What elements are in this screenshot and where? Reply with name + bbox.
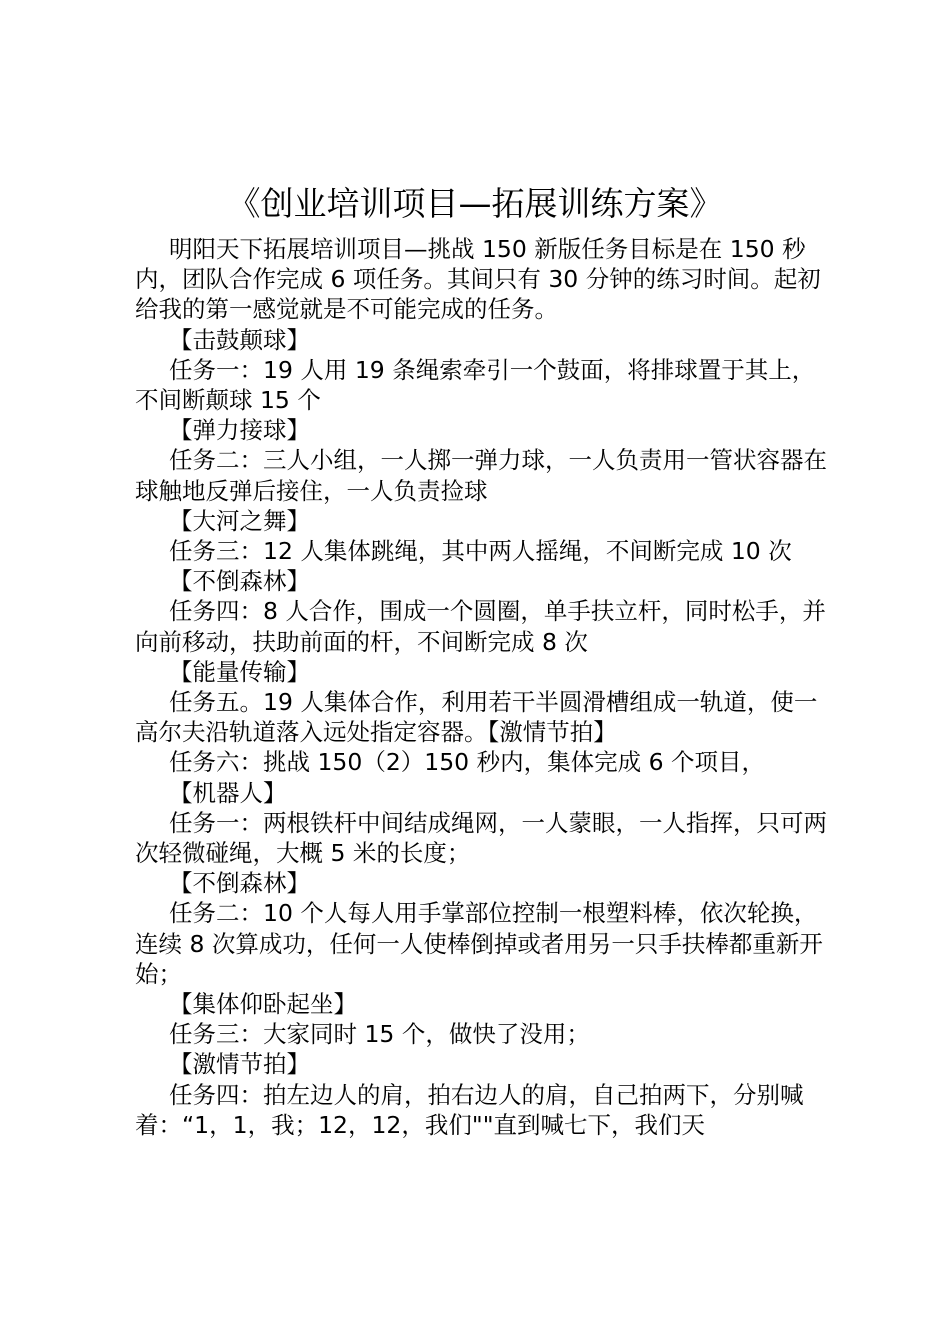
task-paragraph: 任务四：8 人合作，围成一个圆圈，单手扶立杆，同时松手，并向前移动，扶助前面的杆，不间断完成 8 次 [135, 597, 826, 656]
section-heading: 【大河之舞】 [169, 506, 310, 535]
task-paragraph: 任务四：拍左边人的肩，拍右边人的肩，自己拍两下，分别喊着：“1，1，我；12，12，我们""直到喊七下，我们天 [135, 1080, 804, 1139]
section-heading: 【集体仰卧起坐】 [169, 990, 357, 1019]
task-paragraph: 任务二：10 个人每人用手掌部位控制一根塑料棒，依次轮换，连续 8 次算成功，任何一人使棒倒掉或者用另一只手扶棒都重新开始； [135, 899, 823, 988]
document-body [135, 234, 835, 1140]
document-title: 《创业培训项目—拓展训练方案》 [227, 184, 723, 223]
intro-paragraph: 明阳天下拓展培训项目—挑战 150 新版任务目标是在 150 秒内，团队合作完成 6 项任务。其间只有 30 分钟的练习时间。起初给我的第一感觉就是不可能完成的任务。 [135, 235, 821, 324]
section-heading: 【不倒森林】 [169, 567, 310, 596]
task-paragraph: 任务五。19 人集体合作，利用若干半圆滑槽组成一轨道，使一高尔夫沿轨道落入远处指定容器。【激情节拍】 [135, 688, 818, 747]
section-heading: 【弹力接球】 [169, 416, 310, 445]
task-paragraph: 任务六：挑战 150（2）150 秒内，集体完成 6 个项目， [169, 748, 765, 777]
section-heading: 【不倒森林】 [169, 869, 310, 898]
section-heading: 【击鼓颠球】 [169, 325, 310, 354]
section-heading: 【机器人】 [169, 778, 287, 807]
section-heading: 【能量传输】 [169, 657, 310, 686]
task-paragraph: 任务二：三人小组，一人掷一弹力球，一人负责用一管状容器在球触地反弹后接住，一人负责捡球 [135, 446, 827, 505]
section-heading: 【激情节拍】 [169, 1050, 310, 1079]
task-paragraph: 任务一：19 人用 19 条绳索牵引一个鼓面，将排球置于其上，不间断颠球 15 个 [135, 355, 816, 415]
task-paragraph: 任务一：两根铁杆中间结成绳网，一人蒙眼，一人指挥，只可两次轻微碰绳，大概 5 米的长度； [135, 808, 827, 868]
task-paragraph: 任务三：12 人集体跳绳，其中两人摇绳，不间断完成 10 次 [169, 537, 792, 566]
task-paragraph: 任务三：大家同时 15 个，做快了没用； [169, 1020, 590, 1049]
